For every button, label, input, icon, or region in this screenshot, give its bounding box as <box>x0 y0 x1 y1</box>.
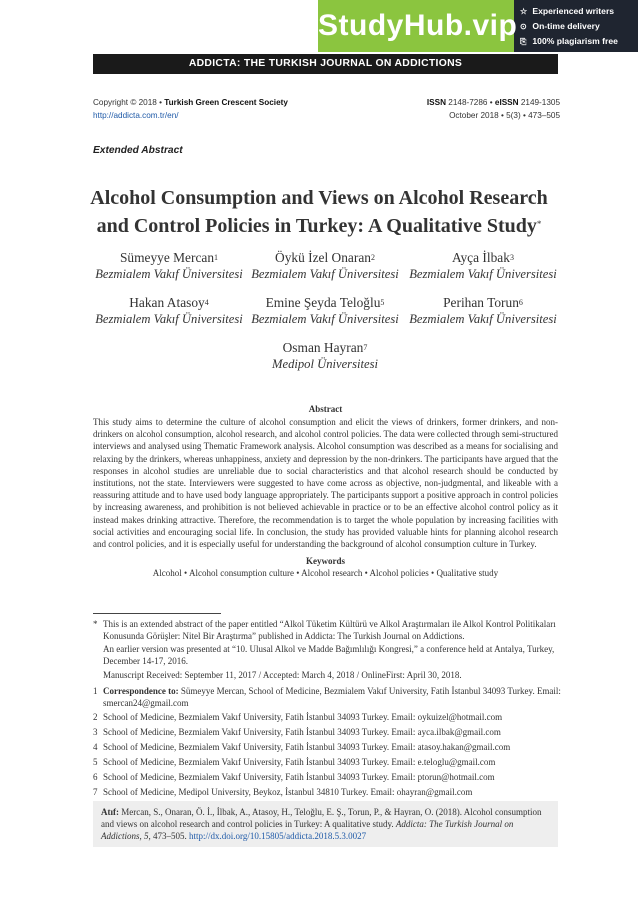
footnote-affiliation: 2 School of Medicine, Bezmialem Vakıf University, Fatih İstanbul 34093 Turkey. Email: oykuizel@hotmail.com <box>93 712 503 722</box>
ad-feature <box>520 34 638 49</box>
copyright-line: Copyright © 2018 • Turkish Green Crescent Society <box>93 98 288 107</box>
abstract-heading: Abstract <box>308 404 343 414</box>
society-name: Turkish Green Crescent Society <box>164 98 288 107</box>
keywords-heading: Keywords <box>306 556 345 566</box>
author-affiliation: Medipol Üniversitesi <box>272 357 378 371</box>
article-title: Alcohol Consumption and Views on Alcohol Research and Control Policies in Turkey: A Qualitative Study* <box>90 187 548 237</box>
journal-url-link[interactable]: http://addicta.com.tr/en/ <box>93 111 179 120</box>
footnote-affiliation: 3 School of Medicine, Bezmialem Vakıf University, Fatih İstanbul 34093 Turkey. Email: ayca.ilbak@gmail.com <box>93 727 501 737</box>
keyword: Alcohol <box>152 568 182 578</box>
footnote-affiliation: 7 School of Medicine, Medipol University, Beykoz, İstanbul 34810 Turkey. Email: ohayran@gmail.com <box>93 787 473 797</box>
journal-title-bar: ADDICTA: THE TURKISH JOURNAL ON ADDICTIONS <box>93 54 558 74</box>
footnote-correspondence: 1 Correspondence to: Sümeyye Mercan, School of Medicine, Bezmialem Vakıf University, Fatih İstanbul 34093 Turkey. Email: smercan24@gmail.com <box>93 686 561 708</box>
author-affiliation: Bezmialem Vakıf Üniversitesi <box>95 267 243 281</box>
citation-journal: Addicta: The Turkish Journal on Addictions, 5, <box>101 819 514 841</box>
author-affiliation: Bezmialem Vakıf Üniversitesi <box>409 267 557 281</box>
keywords-list: Alcohol • Alcohol consumption culture • Alcohol research • Alcohol policies • Qualitative study <box>152 568 499 578</box>
issn-line: ISSN 2148-7286 • eISSN 2149-1305 <box>426 98 560 107</box>
keyword: Alcohol consumption culture <box>188 568 294 578</box>
ad-feature-text: 100% plagiarism free <box>532 36 618 46</box>
author-name: Perihan Torun <box>443 295 519 310</box>
author-block: Emine Şeyda Teloğlu$^5$ Bezmialem Vakıf Üniversitesi <box>240 294 410 328</box>
citation-text: Mercan, S., Onaran, Ö. İ., İlbak, A., Atasoy, H., Teloğlu, E. Ş., Torun, P., & Hayran, O. (2018). Alcohol consumption and views on alcohol research and control policies in Turkey: A qualitative study. <box>101 807 542 829</box>
footnote-extended-abstract: * This is an extended abstract of the paper entitled “Alkol Tüketim Kültürü ve Alkol Araştırmaları ile Alkol Kontrol Politikaları Konusunda Görüşler: Nitel Bir Araştırma” published in Addicta: The Turkish Journal on Addictions. <box>93 619 556 641</box>
author-affiliation: Bezmialem Vakıf Üniversitesi <box>251 312 399 326</box>
footnote-affiliation: 5 School of Medicine, Bezmialem Vakıf University, Fatih İstanbul 34093 Turkey. Email: e.teloglu@gmail.com <box>93 757 496 767</box>
author-block: Ayça İlbak$^3$ Bezmialem Vakıf Üniversitesi <box>398 249 568 283</box>
author-block: Öykü İzel Onaran$^2$ Bezmialem Vakıf Üniversitesi <box>240 249 410 283</box>
author-name: Hakan Atasoy <box>129 295 205 310</box>
citation-pages: 473–505. <box>153 831 187 841</box>
ad-feature-text: On-time delivery <box>532 21 600 31</box>
footnote-earlier-version: An earlier version was presented at “10. Ulusal Alkol ve Madde Bağımlılığı Kongresi,” a conference held at Antalya, Turkey, December 14-17, 2016. <box>103 644 555 666</box>
abstract-text: This study aims to determine the culture of alcohol consumption and elicit the views of drinkers, former drinkers, and non-drinkers on alcohol consumption, alcohol research, and alcohol control policies. The data were collected through semi-structured interviews and analysed using Thematic Framework analysis. Alcohol consumption was described as a means for socialising and relaxing by the drinkers, whereas unhappiness, anxiety and depression by the non-drinkers. The participants have argued that the responses in alcohol studies are unreliable due to social characteristics and that alcohol research should be conducted by institutions, not the state. Interviewers were suggested to have come across as objective, non-judgmental, and likeable with a reassuring attitude and to have used body language appropriately. The participants support a positive approach in control policies by increasing awareness, and prohibition is not believed achievable in practice or to be an effective alcohol control policy as it instead makes drinking attractive. Therefore, the recommendation is to target the whole population by increasing facilities with social activities and encouraging social life. In conclusion, the study has provided valuable hints for planning alcohol research and control policies, and it is especially useful for understanding the background of alcohol consumption culture in Turkey. <box>93 417 558 550</box>
ad-banner[interactable] <box>318 0 638 52</box>
journal-url-line <box>93 111 179 120</box>
keyword: Alcohol research <box>301 568 363 578</box>
author-name: Osman Hayran <box>282 340 364 355</box>
footnote-affiliation: 4 School of Medicine, Bezmialem Vakıf University, Fatih İstanbul 34093 Turkey. Email: atasoy.hakan@gmail.com <box>93 742 511 752</box>
title-footnote-mark[interactable]: * <box>536 219 542 229</box>
author-name: Emine Şeyda Teloğlu <box>265 295 381 310</box>
ad-feature-list <box>520 4 638 49</box>
issue-line: October 2018 • 5(3) • 473–505 <box>449 111 560 120</box>
copy-icon: ⎘ <box>520 37 527 46</box>
citation-label: Atıf: <box>101 807 119 817</box>
author-name: Öykü İzel Onaran <box>275 250 371 265</box>
author-block: Hakan Atasoy$^4$ Bezmialem Vakıf Üniversitesi <box>84 294 254 328</box>
author-name: Sümeyye Mercan <box>119 250 215 265</box>
author-affiliation: Bezmialem Vakıf Üniversitesi <box>251 267 399 281</box>
author-block: Perihan Torun$^6$ Bezmialem Vakıf Üniversitesi <box>398 294 568 328</box>
author-name: Ayça İlbak <box>452 250 510 265</box>
ad-brand-logo[interactable]: StudyHub.vip <box>318 0 514 52</box>
ad-feature-text: Experienced writers <box>532 6 615 16</box>
author-affiliation: Bezmialem Vakıf Üniversitesi <box>409 312 557 326</box>
footnote-divider <box>93 613 221 614</box>
clock-icon: ⊙ <box>520 22 527 31</box>
author-affiliation: Bezmialem Vakıf Üniversitesi <box>95 312 243 326</box>
star-icon: ☆ <box>520 7 528 16</box>
citation-box <box>93 801 558 847</box>
doi-link[interactable]: http://dx.doi.org/10.15805/addicta.2018.5.3.0027 <box>189 831 367 841</box>
footnote-affiliation: 6 School of Medicine, Bezmialem Vakıf University, Fatih İstanbul 34093 Turkey. Email: ptorun@hotmail.com <box>93 772 495 782</box>
footnote-manuscript-dates: Manuscript Received: September 11, 2017 / Accepted: March 4, 2018 / OnlineFirst: April 30, 2018. <box>103 670 462 680</box>
article-type: Extended Abstract <box>93 145 183 156</box>
author-block: Sümeyye Mercan$^1$ Bezmialem Vakıf Üniversitesi <box>84 249 254 283</box>
author-block: Osman Hayran$^7$ Medipol Üniversitesi <box>240 339 410 373</box>
ad-feature <box>520 4 638 19</box>
keyword: Alcohol policies <box>369 568 429 578</box>
ad-feature <box>520 19 638 34</box>
keyword: Qualitative study <box>436 568 499 578</box>
